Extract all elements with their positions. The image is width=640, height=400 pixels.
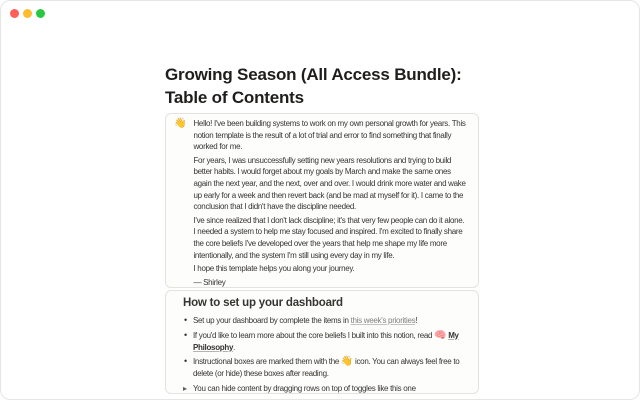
bullet-text: ! xyxy=(415,316,418,325)
this-weeks-priorities-link[interactable]: this week's priorities xyxy=(350,316,416,325)
brain-emoji-icon: 🧠 xyxy=(434,329,447,341)
page-content xyxy=(165,63,481,394)
window-titlebar xyxy=(10,9,45,18)
toggle-arrow-icon[interactable]: ▸ xyxy=(183,383,187,393)
bullet-item xyxy=(183,315,466,327)
bullet-text: Instructional boxes are marked them with the xyxy=(193,357,341,367)
intro-callout-text xyxy=(193,118,468,287)
zoom-button[interactable] xyxy=(36,9,45,18)
minimize-button[interactable] xyxy=(23,9,32,18)
toggle-block[interactable] xyxy=(183,383,466,394)
bullet-text: . xyxy=(233,342,236,352)
intro-callout xyxy=(165,113,479,288)
close-button[interactable] xyxy=(10,9,19,18)
intro-paragraph: I've since realized that I don't lack discipline; it's that very few people can do it alone. I needed a system to help me stay focused and inspired. I'm excited to finally share the core beliefs I've developed over the years that help me shape my life more intentionally, and the system I'm still using every day in my life. xyxy=(193,215,465,260)
wave-emoji-icon: 👋 xyxy=(174,118,187,129)
my-philosophy-link[interactable]: My Philosophy xyxy=(193,330,459,352)
intro-paragraph: Hello! I've been building systems to work on my own personal growth for years. This notion template is the result of a lot of trial and error to find something that finally worked for me. xyxy=(193,119,466,152)
bullet-item xyxy=(183,356,466,380)
page-title[interactable]: Growing Season (All Access Bundle): Table of Contents xyxy=(165,65,462,107)
bullet-text: icon. You can always feel free to delete (or hide) these boxes after reading. xyxy=(193,357,460,379)
bullet-item xyxy=(183,330,466,354)
bullet-text: If you'd like to learn more about the core beliefs I built into this notion, read xyxy=(193,330,435,340)
wave-emoji-icon: 👋 xyxy=(340,356,354,368)
intro-signature: — Shirley xyxy=(193,277,226,287)
intro-paragraph: For years, I was unsuccessfully setting new years resolutions and trying to build better habits. I would forget about my goals by March and make the same ones again the next year, and the next, over and over. I would drink more water and wake up early for a week and then revert back (and be mad at myself for it). I came to the conclusion that I didn't have the discipline needed. xyxy=(193,155,466,212)
toggle-label: You can hide content by dragging rows on top of toggles like this one xyxy=(193,383,416,393)
setup-bullet-list xyxy=(183,315,466,380)
intro-paragraph: I hope this template helps you along your journey. xyxy=(193,264,355,274)
section-heading: How to set up your dashboard xyxy=(183,297,343,309)
bullet-text: Set up your dashboard by complete the items in xyxy=(193,316,351,325)
setup-callout xyxy=(165,290,479,394)
